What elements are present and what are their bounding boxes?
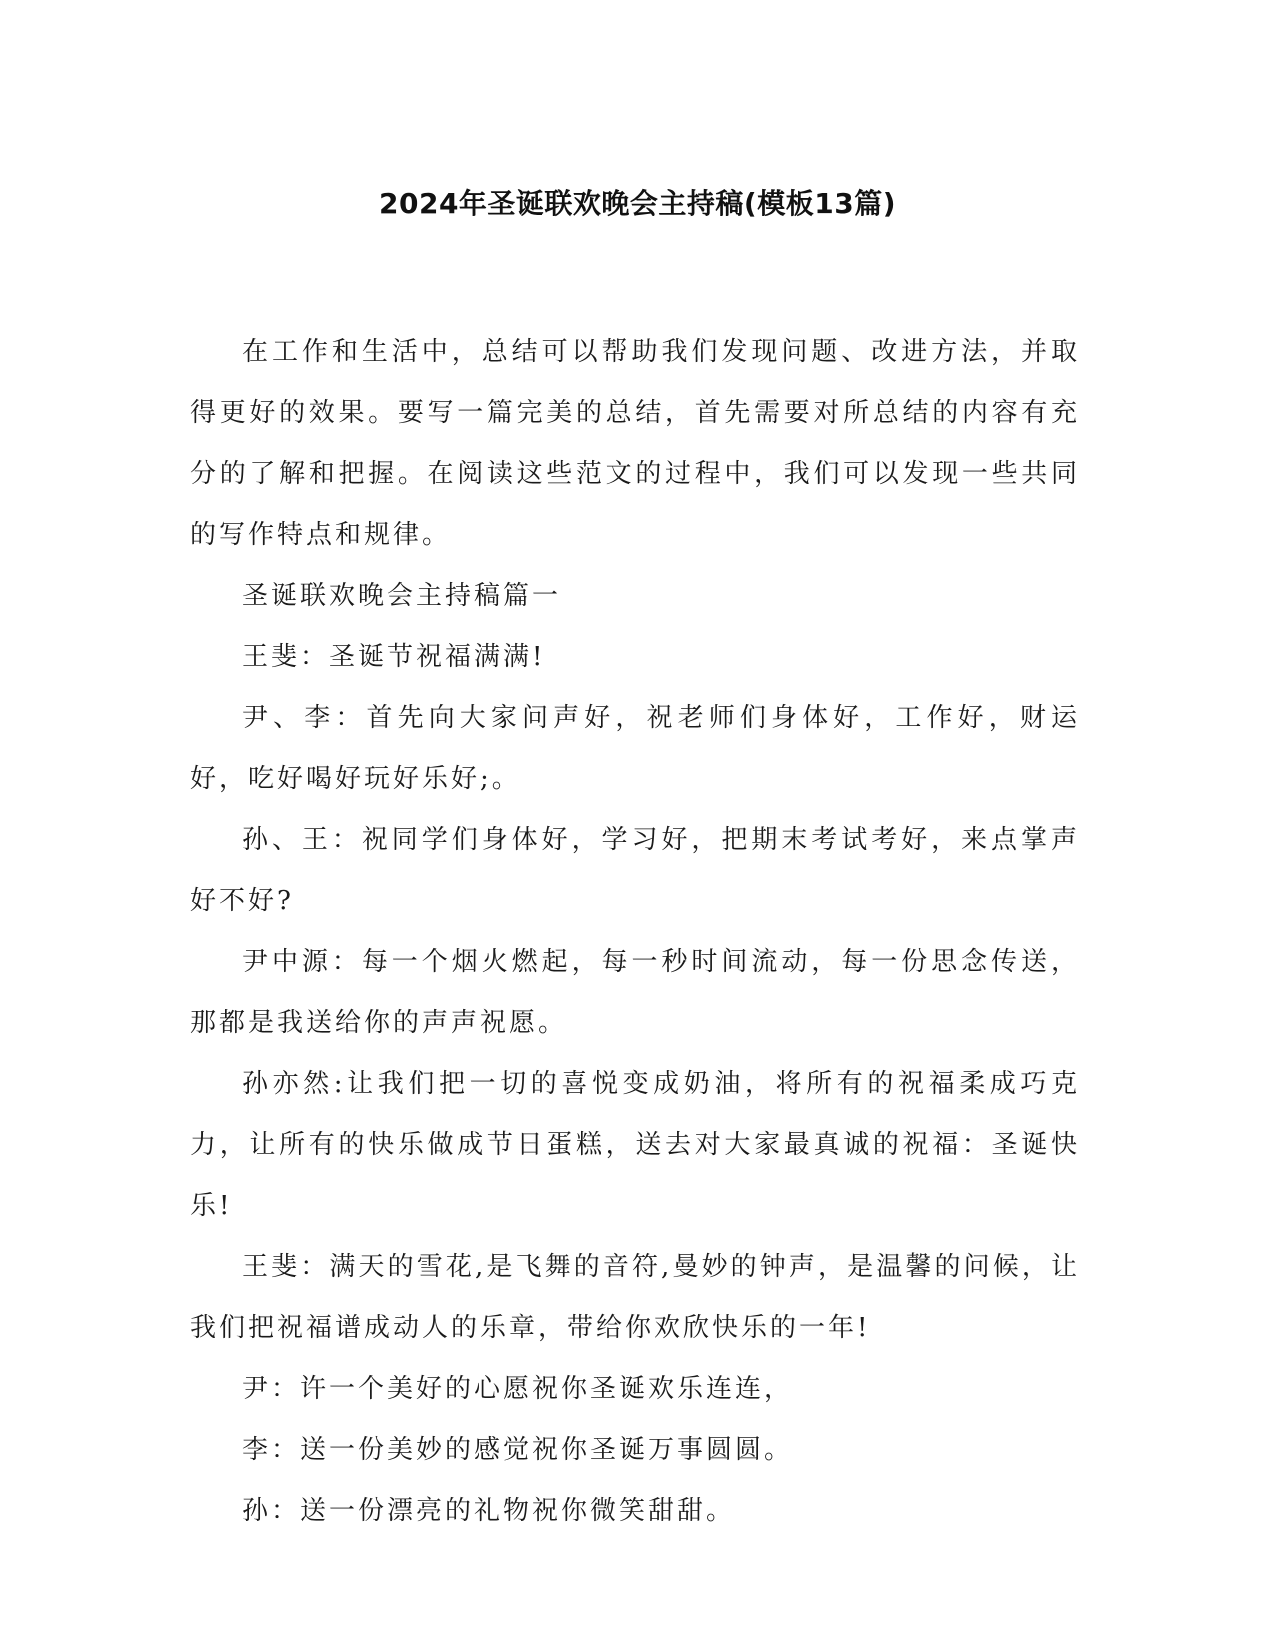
script-line: 王斐：满天的雪花,是飞舞的音符,曼妙的钟声，是温馨的问候，让我们把祝福谱成动人的乐章，带给你欢欣快乐的一年! xyxy=(190,1252,1080,1343)
document-body xyxy=(190,322,1080,1542)
script-line: 尹中源：每一个烟火燃起，每一秒时间流动，每一份思念传送，那都是我送给你的声声祝愿。 xyxy=(190,947,1080,1038)
document-title: 2024年圣诞联欢晚会主持稿(模板13篇) xyxy=(379,187,896,220)
script-line: 孙亦然:让我们把一切的喜悦变成奶油，将所有的祝福柔成巧克力，让所有的快乐做成节日蛋糕，送去对大家最真诚的祝福：圣诞快乐! xyxy=(190,1069,1080,1221)
script-line: 尹：许一个美好的心愿祝你圣诞欢乐连连， xyxy=(242,1374,794,1404)
script-line: 李：送一份美妙的感觉祝你圣诞万事圆圆。 xyxy=(242,1435,794,1465)
script-line: 孙、王：祝同学们身体好，学习好，把期末考试考好，来点掌声好不好? xyxy=(190,825,1080,916)
script-line: 孙：送一份漂亮的礼物祝你微笑甜甜。 xyxy=(242,1496,736,1526)
script-line: 王斐：圣诞节祝福满满! xyxy=(242,642,546,672)
section-heading: 圣诞联欢晚会主持稿篇一 xyxy=(242,581,562,611)
script-line: 尹、李：首先向大家问声好，祝老师们身体好，工作好，财运好，吃好喝好玩好乐好;。 xyxy=(190,703,1080,794)
intro-paragraph: 在工作和生活中，总结可以帮助我们发现问题、改进方法，并取得更好的效果。要写一篇完美的总结，首先需要对所总结的内容有充分的了解和把握。在阅读这些范文的过程中，我们可以发现一些共同的写作特点和规律。 xyxy=(190,337,1080,550)
